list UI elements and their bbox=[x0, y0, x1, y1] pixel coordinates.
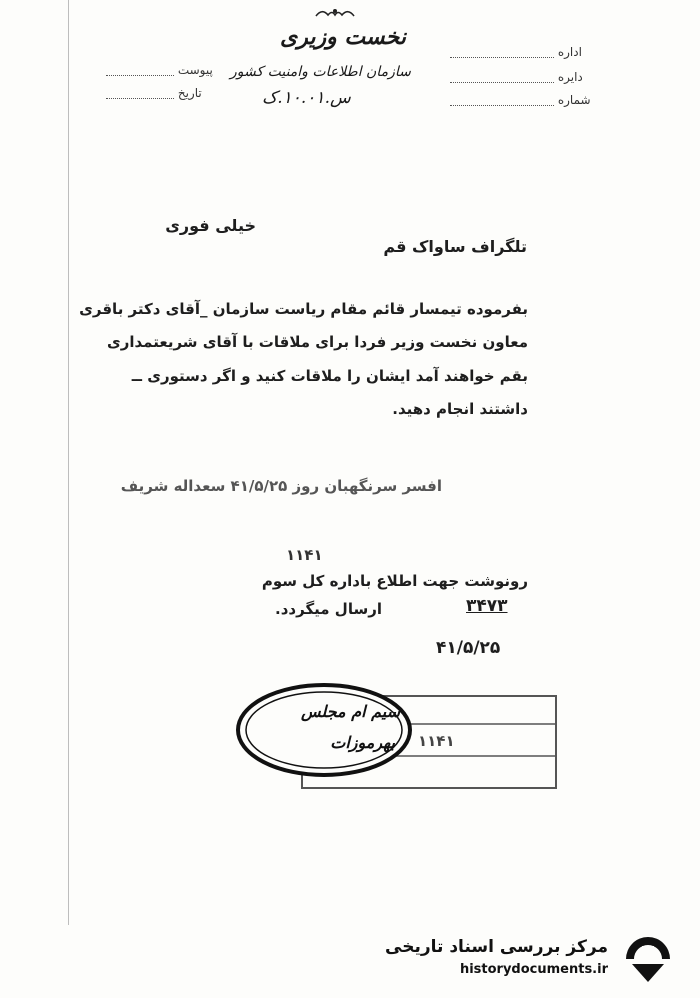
svg-text:۱۱۴۱: ۱۱۴۱ bbox=[418, 732, 455, 750]
division-label: دایره bbox=[557, 70, 583, 84]
handwritten-number-stamp bbox=[284, 544, 324, 564]
attachment-field bbox=[106, 63, 213, 77]
page-edge-line bbox=[68, 0, 69, 925]
routing-date: ۴۱/۵/۲۵ bbox=[436, 638, 501, 658]
copy-line-2: ارسال میگردد. bbox=[275, 600, 382, 618]
date-field bbox=[106, 86, 202, 100]
copy-line-1: رونوشت جهت اطلاع باداره کل سوم bbox=[261, 572, 528, 590]
recipient-line: تلگراف ساواک قم bbox=[383, 237, 527, 256]
signer-line: افسر سرنگهبان روز ۴۱/۵/۲۵ سعداله شریف bbox=[120, 477, 442, 495]
body-line-1: بفرموده تیمسار قائم مقام ریاست سازمان _آقای دکتر باقری bbox=[79, 300, 528, 318]
svg-text:۱۱۴۱: ۱۱۴۱ bbox=[286, 546, 323, 564]
body-line-3: بقم خواهند آمد ایشان را ملاقات کنید و اگر دستوری ــ bbox=[131, 367, 528, 385]
oval-stamp-line-1: سیم ام مجلس bbox=[301, 702, 400, 721]
oval-stamp bbox=[234, 681, 414, 779]
body-line-4: داشتند انجام دهید. bbox=[392, 400, 528, 418]
oval-stamp-line-2: بهرموزات bbox=[330, 733, 395, 752]
watermark-url: historydocuments.ir bbox=[459, 962, 608, 977]
archive-logo-icon bbox=[618, 934, 678, 984]
body-line-2: معاون نخست وزیر فردا برای ملاقات با آقای شریعتمداری bbox=[106, 333, 528, 351]
division-field bbox=[450, 70, 583, 84]
watermark-title: مرکز بررسی اسناد تاریخی bbox=[385, 937, 608, 957]
date-label: تاریخ bbox=[177, 86, 202, 100]
header-title: نخست وزیری bbox=[280, 24, 406, 50]
letter-number: ۳۴۷۳ bbox=[466, 596, 508, 616]
header-organization: سازمان اطلاعات وامنیت کشور bbox=[230, 64, 411, 80]
header-code: س.۱۰.۰۱.ک bbox=[262, 88, 351, 108]
emblem-icon bbox=[312, 6, 358, 20]
number-field bbox=[450, 93, 591, 107]
number-label: شماره bbox=[557, 93, 591, 107]
urgency-label: خیلی فوری bbox=[165, 216, 256, 235]
department-field bbox=[450, 45, 582, 59]
attachment-label: پیوست bbox=[177, 63, 213, 77]
department-label: اداره bbox=[557, 45, 582, 59]
